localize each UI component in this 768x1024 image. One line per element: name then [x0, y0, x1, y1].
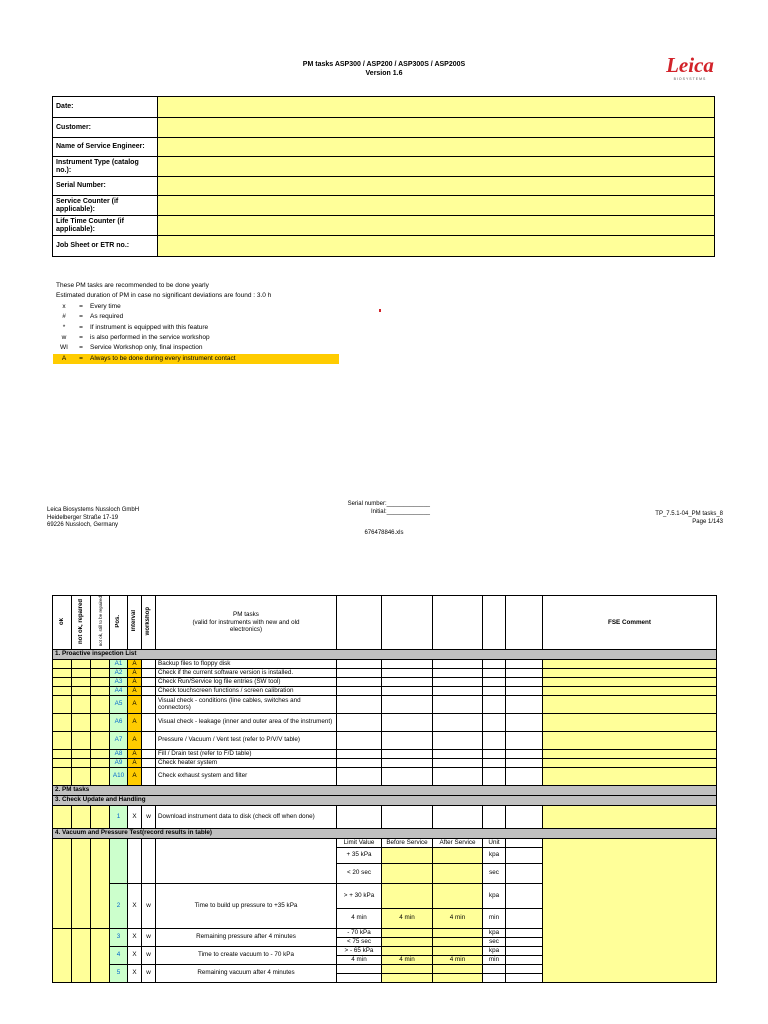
file-name: 676478846.xls	[364, 530, 404, 536]
title-version: Version 1.6	[365, 70, 403, 77]
comment-cell[interactable]	[543, 686, 717, 695]
job-sheet-field[interactable]	[158, 236, 715, 257]
comment-cell[interactable]	[543, 838, 717, 982]
ok-cell[interactable]	[53, 677, 72, 686]
pending-cell[interactable]	[91, 749, 110, 758]
ok-cell[interactable]	[53, 668, 72, 677]
legend-item-highlighted: A = Always to be done during every instrument contact	[53, 354, 339, 364]
not-ok-cell[interactable]	[72, 677, 91, 686]
comment-cell[interactable]	[543, 677, 717, 686]
ok-cell[interactable]	[53, 731, 72, 749]
not-ok-pending-header: not ok, still to be repaired	[97, 596, 103, 647]
comment-cell[interactable]	[543, 731, 717, 749]
after-service-header: After Service	[433, 838, 483, 847]
section-header: 3. Check Update and Handling	[53, 795, 717, 805]
comment-cell[interactable]	[543, 713, 717, 731]
ok-cell[interactable]	[53, 749, 72, 758]
customer-label: Customer:	[53, 118, 158, 138]
comment-cell[interactable]	[543, 668, 717, 677]
legend	[56, 281, 339, 364]
pm-task-table	[52, 595, 717, 983]
fse-comment-header: FSE Comment	[543, 596, 717, 650]
workshop-header: workshop	[145, 606, 151, 636]
table-row: A5 A Visual check - conditions (line cables, switches and connectors)	[53, 695, 717, 713]
not-ok-cell[interactable]	[72, 758, 91, 767]
instrument-type-label: Instrument Type (catalog no.):	[53, 157, 158, 177]
ok-cell[interactable]	[53, 695, 72, 713]
title-line-1: PM tasks ASP300 / ASP200 / ASP300S / ASP200S	[302, 61, 466, 68]
not-ok-cell[interactable]	[72, 767, 91, 785]
after-input[interactable]	[433, 937, 483, 946]
section-header: 1. Proactive inspection List	[53, 649, 717, 659]
table-row: A7 A Pressure / Vacuum / Vent test (refer to P/V/V table)	[53, 731, 717, 749]
not-ok-repaired-header: not ok, repaired	[77, 598, 84, 644]
unit-header: Unit	[483, 838, 506, 847]
service-counter-field[interactable]	[158, 196, 715, 216]
not-ok-cell[interactable]	[72, 686, 91, 695]
comment-cell[interactable]	[543, 767, 717, 785]
table-row: A1 A Backup files to floppy disk	[53, 659, 717, 668]
section-header: 2. PM tasks	[53, 785, 717, 795]
measurement-row: + 35 kPa kpa	[53, 847, 717, 863]
document-title	[200, 60, 568, 78]
pending-cell[interactable]	[91, 668, 110, 677]
instrument-type-field[interactable]	[158, 157, 715, 177]
after-input[interactable]	[433, 946, 483, 955]
serial-number-label: Serial Number:	[53, 177, 158, 196]
job-sheet-label: Job Sheet or ETR no.:	[53, 236, 158, 257]
date-field[interactable]	[158, 97, 715, 118]
legend-item: w = is also performed in the service workshop	[61, 333, 210, 341]
initial-line: Initial:_____________	[370, 508, 430, 515]
pending-cell[interactable]	[91, 928, 110, 982]
after-input[interactable]	[433, 863, 483, 883]
before-input[interactable]	[382, 928, 433, 937]
date-label: Date:	[53, 97, 158, 118]
logo-subtitle: BIOSYSTEMS	[673, 77, 707, 81]
table-row: A8 A Fill / Drain test (refer to F/D table)	[53, 749, 717, 758]
not-ok-cell[interactable]	[72, 659, 91, 668]
comment-cell[interactable]	[543, 805, 717, 828]
pending-cell[interactable]	[91, 805, 110, 828]
ok-cell[interactable]	[53, 659, 72, 668]
ok-cell[interactable]	[53, 767, 72, 785]
ok-cell[interactable]	[53, 713, 72, 731]
legend-item: # = As required	[62, 313, 124, 321]
company-address: Leica Biosystems Nussloch GmbH Heidelberger Straße 17-19 69226 Nussloch, Germany	[47, 507, 140, 528]
not-ok-cell[interactable]	[72, 838, 91, 928]
info-table	[52, 96, 715, 257]
before-input[interactable]	[382, 883, 433, 908]
measurement-row: 5 X w Remaining vacuum after 4 minutes	[53, 964, 717, 973]
sub-header-row	[53, 838, 717, 847]
before-input[interactable]	[382, 847, 433, 863]
logo-wordmark: Leica	[666, 53, 714, 77]
serial-number-field[interactable]	[158, 177, 715, 196]
ok-cell[interactable]	[53, 928, 72, 982]
not-ok-cell[interactable]	[72, 928, 91, 982]
section-header: 4. Vacuum and Pressure Test(record results in table)	[53, 828, 717, 838]
pending-cell[interactable]	[91, 686, 110, 695]
after-input[interactable]	[433, 847, 483, 863]
page-number: Page 1/143	[692, 518, 723, 525]
table-row: A2 A Check if the current software version is installed.	[53, 668, 717, 677]
measurement-row: 4 X w Time to create vacuum to - 70 kPa > - 65 kPa kpa	[53, 946, 717, 955]
lifetime-counter-label: Life Time Counter (if applicable):	[53, 216, 158, 236]
not-ok-cell[interactable]	[72, 713, 91, 731]
serial-number-line: Serial number:_____________	[347, 501, 430, 507]
ok-cell[interactable]	[53, 686, 72, 695]
legend-item: WI = Service Workshop only, final inspection	[60, 344, 203, 352]
document-id: TP_7.5.1-04_PM tasks_8	[655, 511, 723, 517]
comment-cell[interactable]	[543, 758, 717, 767]
service-counter-label: Service Counter (if applicable):	[53, 196, 158, 216]
pm-tasks-header: PM tasks (valid for instruments with new and old electronics)	[156, 596, 337, 650]
table-row: A3 A Check Run/Service log file entries (SW tool)	[53, 677, 717, 686]
document-id-block	[580, 511, 723, 526]
pending-cell[interactable]	[91, 695, 110, 713]
leica-logo	[660, 54, 720, 81]
not-ok-cell[interactable]	[72, 749, 91, 758]
comment-cell[interactable]	[543, 695, 717, 713]
pos-header: Pos.	[115, 614, 121, 628]
measurement-row: 3 X w Remaining pressure after 4 minutes - 70 kPa kpa	[53, 928, 717, 937]
comment-cell[interactable]	[543, 659, 717, 668]
not-ok-cell[interactable]	[72, 668, 91, 677]
engineer-field[interactable]	[158, 138, 715, 157]
table-row: 1 X w Download instrument data to disk (check off when done)	[53, 805, 717, 828]
measurement-row: 4 min 4 min 4 min min	[53, 908, 717, 928]
pending-cell[interactable]	[91, 659, 110, 668]
measurement-row: < 20 sec sec	[53, 863, 717, 883]
after-input[interactable]	[433, 883, 483, 908]
lifetime-counter-field[interactable]	[158, 216, 715, 236]
not-ok-cell[interactable]	[72, 805, 91, 828]
ok-cell[interactable]	[53, 758, 72, 767]
table-row: A9 A Check heater system	[53, 758, 717, 767]
pending-cell[interactable]	[91, 677, 110, 686]
measurement-row: 2 X w Time to build up pressure to +35 kPa > + 30 kPa kpa	[53, 883, 717, 908]
before-input[interactable]	[382, 946, 433, 955]
legend-intro: These PM tasks are recommended to be done yearly	[56, 282, 209, 289]
pending-cell[interactable]	[91, 731, 110, 749]
measurement-row: 4 min 4 min 4 min min	[53, 955, 717, 964]
legend-duration: Estimated duration of PM in case no significant deviations are found : 3.0 h	[56, 292, 272, 300]
customer-field[interactable]	[158, 118, 715, 138]
before-input[interactable]	[382, 937, 433, 946]
table-header-row	[53, 596, 717, 650]
pending-cell[interactable]	[91, 758, 110, 767]
measurement-row: < 75 sec sec	[53, 937, 717, 946]
ok-cell[interactable]	[53, 805, 72, 828]
pending-cell[interactable]	[91, 767, 110, 785]
after-input[interactable]	[433, 928, 483, 937]
not-ok-cell[interactable]	[72, 695, 91, 713]
not-ok-cell[interactable]	[72, 731, 91, 749]
legend-item: * = If instrument is equipped with this feature	[62, 323, 209, 331]
table-row: A6 A Visual check - leakage (inner and outer area of the instrument)	[53, 713, 717, 731]
engineer-label: Name of Service Engineer:	[53, 138, 158, 157]
limit-value-header: Limit Value	[337, 838, 382, 847]
table-row: A4 A Check touchscreen functions / screen calibration	[53, 686, 717, 695]
interval-header: interval	[131, 610, 137, 632]
legend-item: x = Every time	[62, 302, 121, 310]
red-mark	[379, 309, 381, 312]
comment-cell[interactable]	[543, 749, 717, 758]
pending-cell[interactable]	[91, 838, 110, 928]
pending-cell[interactable]	[91, 713, 110, 731]
before-input[interactable]	[382, 863, 433, 883]
table-row: A10 A Check exhaust system and filter	[53, 767, 717, 785]
signature-block	[330, 501, 430, 516]
ok-header: ok	[58, 617, 65, 625]
ok-cell[interactable]	[53, 838, 72, 928]
before-service-header: Before Service	[382, 838, 433, 847]
